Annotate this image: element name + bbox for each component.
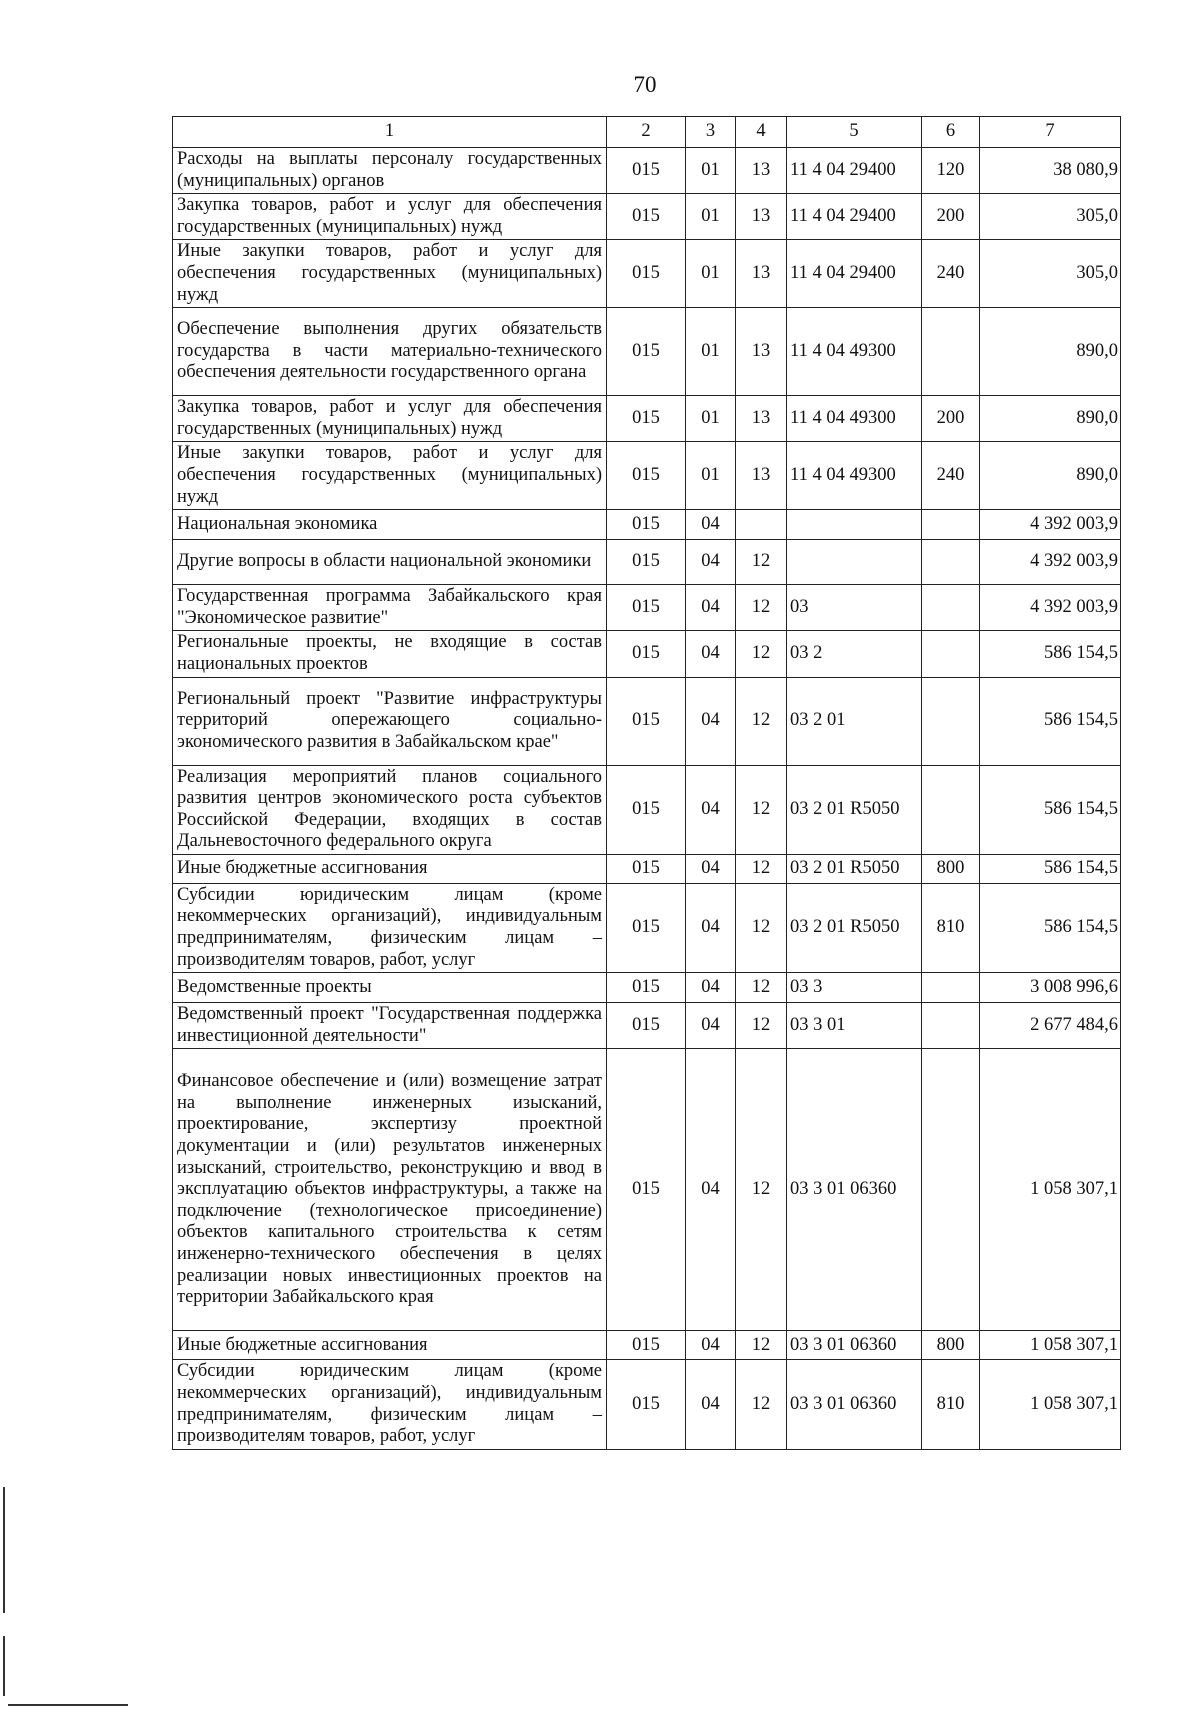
cell-col-2: 015 <box>607 1360 686 1449</box>
cell-col-5: 03 3 <box>787 973 922 1003</box>
cell-col-4 <box>736 510 787 540</box>
table-row <box>173 148 1121 194</box>
table-row <box>173 540 1121 585</box>
cell-col-5: 11 4 04 29400 <box>787 240 922 308</box>
cell-col-5: 03 3 01 06360 <box>787 1049 922 1331</box>
cell-col-4: 12 <box>736 631 787 677</box>
cell-col-6 <box>922 540 980 585</box>
cell-col-2: 015 <box>607 883 686 972</box>
row-name: Финансовое обеспечение и (или) возмещение затрат на выполнение инженерных изысканий, проектирование, экспертизу проектной документации и (или) результатов инженерных изысканий, строительство, реконструкцию и ввод в эксплуатацию объектов инфраструктуры, а также на подключение (технологическое присоединение) объектов капитального строительства к сетям инженерно-технического обеспечения в целях реализации новых инвестиционных проектов на территории Забайкальского края <box>173 1049 607 1331</box>
cell-col-6 <box>922 631 980 677</box>
page-number: 70 <box>633 72 657 97</box>
margin-mark <box>3 1636 5 1696</box>
budget-table <box>172 116 1121 1450</box>
cell-col-2: 015 <box>607 510 686 540</box>
cell-col-3: 04 <box>686 973 736 1003</box>
cell-col-5: 03 2 01 R5050 <box>787 883 922 972</box>
cell-col-7: 586 154,5 <box>980 631 1121 677</box>
cell-col-4: 12 <box>736 1360 787 1449</box>
table-row <box>173 883 1121 972</box>
cell-col-2: 015 <box>607 240 686 308</box>
cell-col-6 <box>922 1049 980 1331</box>
cell-col-3: 04 <box>686 765 736 854</box>
cell-col-3: 01 <box>686 308 736 396</box>
cell-col-3: 04 <box>686 631 736 677</box>
header-cell: 2 <box>607 117 686 148</box>
cell-col-4: 13 <box>736 148 787 194</box>
cell-col-6 <box>922 510 980 540</box>
table-row <box>173 631 1121 677</box>
table-row <box>173 442 1121 510</box>
cell-col-5: 11 4 04 49300 <box>787 308 922 396</box>
cell-col-4: 12 <box>736 1331 787 1360</box>
header-row <box>173 117 1121 148</box>
cell-col-3: 04 <box>686 1360 736 1449</box>
cell-col-2: 015 <box>607 308 686 396</box>
cell-col-3: 04 <box>686 1331 736 1360</box>
cell-col-4: 13 <box>736 194 787 240</box>
cell-col-7: 4 392 003,9 <box>980 540 1121 585</box>
cell-col-4: 12 <box>736 1049 787 1331</box>
cell-col-3: 04 <box>686 854 736 883</box>
cell-col-6: 120 <box>922 148 980 194</box>
row-name: Государственная программа Забайкальского края "Экономическое развитие" <box>173 585 607 631</box>
cell-col-5: 03 <box>787 585 922 631</box>
cell-col-4: 12 <box>736 973 787 1003</box>
cell-col-6: 240 <box>922 442 980 510</box>
row-name: Ведомственный проект "Государственная поддержка инвестиционной деятельности" <box>173 1003 607 1049</box>
row-name: Национальная экономика <box>173 510 607 540</box>
cell-col-4: 12 <box>736 854 787 883</box>
cell-col-5: 03 3 01 <box>787 1003 922 1049</box>
header-cell: 1 <box>173 117 607 148</box>
header-cell: 5 <box>787 117 922 148</box>
row-name: Обеспечение выполнения других обязательств государства в части материально-технического обеспечения деятельности государственного органа <box>173 308 607 396</box>
table-row <box>173 585 1121 631</box>
cell-col-2: 015 <box>607 765 686 854</box>
cell-col-7: 305,0 <box>980 240 1121 308</box>
cell-col-7: 586 154,5 <box>980 854 1121 883</box>
cell-col-6 <box>922 308 980 396</box>
row-name: Иные закупки товаров, работ и услуг для обеспечения государственных (муниципальных) нужд <box>173 442 607 510</box>
cell-col-6: 800 <box>922 1331 980 1360</box>
cell-col-2: 015 <box>607 854 686 883</box>
cell-col-5: 03 2 <box>787 631 922 677</box>
table-row <box>173 240 1121 308</box>
cell-col-4: 13 <box>736 396 787 442</box>
margin-mark <box>8 1704 128 1706</box>
cell-col-5: 03 3 01 06360 <box>787 1331 922 1360</box>
row-name: Другие вопросы в области национальной экономики <box>173 540 607 585</box>
cell-col-6: 240 <box>922 240 980 308</box>
cell-col-2: 015 <box>607 1049 686 1331</box>
cell-col-4: 13 <box>736 240 787 308</box>
cell-col-3: 04 <box>686 540 736 585</box>
cell-col-5: 03 2 01 <box>787 677 922 765</box>
table-row <box>173 308 1121 396</box>
cell-col-2: 015 <box>607 148 686 194</box>
cell-col-6 <box>922 1003 980 1049</box>
cell-col-7: 890,0 <box>980 442 1121 510</box>
cell-col-2: 015 <box>607 973 686 1003</box>
cell-col-7: 38 080,9 <box>980 148 1121 194</box>
cell-col-5: 11 4 04 29400 <box>787 148 922 194</box>
cell-col-7: 2 677 484,6 <box>980 1003 1121 1049</box>
cell-col-3: 04 <box>686 677 736 765</box>
cell-col-7: 890,0 <box>980 308 1121 396</box>
cell-col-6 <box>922 677 980 765</box>
cell-col-4: 12 <box>736 883 787 972</box>
cell-col-2: 015 <box>607 677 686 765</box>
cell-col-6: 810 <box>922 1360 980 1449</box>
cell-col-3: 04 <box>686 510 736 540</box>
cell-col-7: 4 392 003,9 <box>980 585 1121 631</box>
cell-col-3: 01 <box>686 396 736 442</box>
cell-col-6 <box>922 585 980 631</box>
cell-col-2: 015 <box>607 396 686 442</box>
row-name: Иные закупки товаров, работ и услуг для обеспечения государственных (муниципальных) нужд <box>173 240 607 308</box>
row-name: Расходы на выплаты персоналу государственных (муниципальных) органов <box>173 148 607 194</box>
table-row <box>173 854 1121 883</box>
table-row <box>173 1003 1121 1049</box>
cell-col-3: 04 <box>686 1049 736 1331</box>
row-name: Субсидии юридическим лицам (кроме некоммерческих организаций), индивидуальным предпринимателям, физическим лицам – производителям товаров, работ, услуг <box>173 883 607 972</box>
table-row <box>173 1049 1121 1331</box>
row-name: Ведомственные проекты <box>173 973 607 1003</box>
cell-col-4: 12 <box>736 1003 787 1049</box>
cell-col-2: 015 <box>607 1331 686 1360</box>
cell-col-5: 11 4 04 49300 <box>787 442 922 510</box>
cell-col-4: 12 <box>736 585 787 631</box>
cell-col-2: 015 <box>607 442 686 510</box>
cell-col-7: 3 008 996,6 <box>980 973 1121 1003</box>
header-cell: 6 <box>922 117 980 148</box>
row-name: Субсидии юридическим лицам (кроме некоммерческих организаций), индивидуальным предпринимателям, физическим лицам – производителям товаров, работ, услуг <box>173 1360 607 1449</box>
cell-col-7: 1 058 307,1 <box>980 1331 1121 1360</box>
cell-col-7: 586 154,5 <box>980 883 1121 972</box>
cell-col-3: 01 <box>686 442 736 510</box>
cell-col-7: 1 058 307,1 <box>980 1049 1121 1331</box>
cell-col-5: 03 2 01 R5050 <box>787 854 922 883</box>
row-name: Иные бюджетные ассигнования <box>173 1331 607 1360</box>
table-row <box>173 765 1121 854</box>
cell-col-3: 01 <box>686 148 736 194</box>
cell-col-3: 04 <box>686 883 736 972</box>
row-name: Региональный проект "Развитие инфраструктуры территорий опережающего социально-экономического развития в Забайкальском крае" <box>173 677 607 765</box>
cell-col-6 <box>922 765 980 854</box>
table-row <box>173 677 1121 765</box>
cell-col-2: 015 <box>607 631 686 677</box>
table-row <box>173 1360 1121 1449</box>
cell-col-7: 890,0 <box>980 396 1121 442</box>
cell-col-6: 800 <box>922 854 980 883</box>
cell-col-7: 1 058 307,1 <box>980 1360 1121 1449</box>
cell-col-2: 015 <box>607 194 686 240</box>
table-row <box>173 1331 1121 1360</box>
cell-col-2: 015 <box>607 540 686 585</box>
cell-col-2: 015 <box>607 585 686 631</box>
cell-col-5 <box>787 540 922 585</box>
row-name: Иные бюджетные ассигнования <box>173 854 607 883</box>
table-row <box>173 510 1121 540</box>
row-name: Закупка товаров, работ и услуг для обеспечения государственных (муниципальных) нужд <box>173 194 607 240</box>
cell-col-4: 13 <box>736 308 787 396</box>
cell-col-5: 03 3 01 06360 <box>787 1360 922 1449</box>
table-row <box>173 973 1121 1003</box>
cell-col-3: 01 <box>686 194 736 240</box>
cell-col-4: 13 <box>736 442 787 510</box>
row-name: Реализация мероприятий планов социального развития центров экономического роста субъектов Российской Федерации, входящих в состав Дальневосточного федерального округа <box>173 765 607 854</box>
cell-col-4: 12 <box>736 765 787 854</box>
cell-col-3: 01 <box>686 240 736 308</box>
cell-col-3: 04 <box>686 1003 736 1049</box>
cell-col-7: 4 392 003,9 <box>980 510 1121 540</box>
cell-col-5: 11 4 04 29400 <box>787 194 922 240</box>
cell-col-2: 015 <box>607 1003 686 1049</box>
table-body <box>173 148 1121 1450</box>
cell-col-4: 12 <box>736 540 787 585</box>
cell-col-5: 11 4 04 49300 <box>787 396 922 442</box>
cell-col-7: 586 154,5 <box>980 765 1121 854</box>
cell-col-4: 12 <box>736 677 787 765</box>
cell-col-6: 810 <box>922 883 980 972</box>
table-row <box>173 396 1121 442</box>
cell-col-7: 305,0 <box>980 194 1121 240</box>
cell-col-3: 04 <box>686 585 736 631</box>
header-cell: 3 <box>686 117 736 148</box>
row-name: Региональные проекты, не входящие в состав национальных проектов <box>173 631 607 677</box>
cell-col-7: 586 154,5 <box>980 677 1121 765</box>
cell-col-5 <box>787 510 922 540</box>
cell-col-6: 200 <box>922 194 980 240</box>
row-name: Закупка товаров, работ и услуг для обеспечения государственных (муниципальных) нужд <box>173 396 607 442</box>
cell-col-6: 200 <box>922 396 980 442</box>
header-cell: 4 <box>736 117 787 148</box>
header-cell: 7 <box>980 117 1121 148</box>
table-row <box>173 194 1121 240</box>
cell-col-5: 03 2 01 R5050 <box>787 765 922 854</box>
margin-mark <box>3 1487 5 1613</box>
cell-col-6 <box>922 973 980 1003</box>
